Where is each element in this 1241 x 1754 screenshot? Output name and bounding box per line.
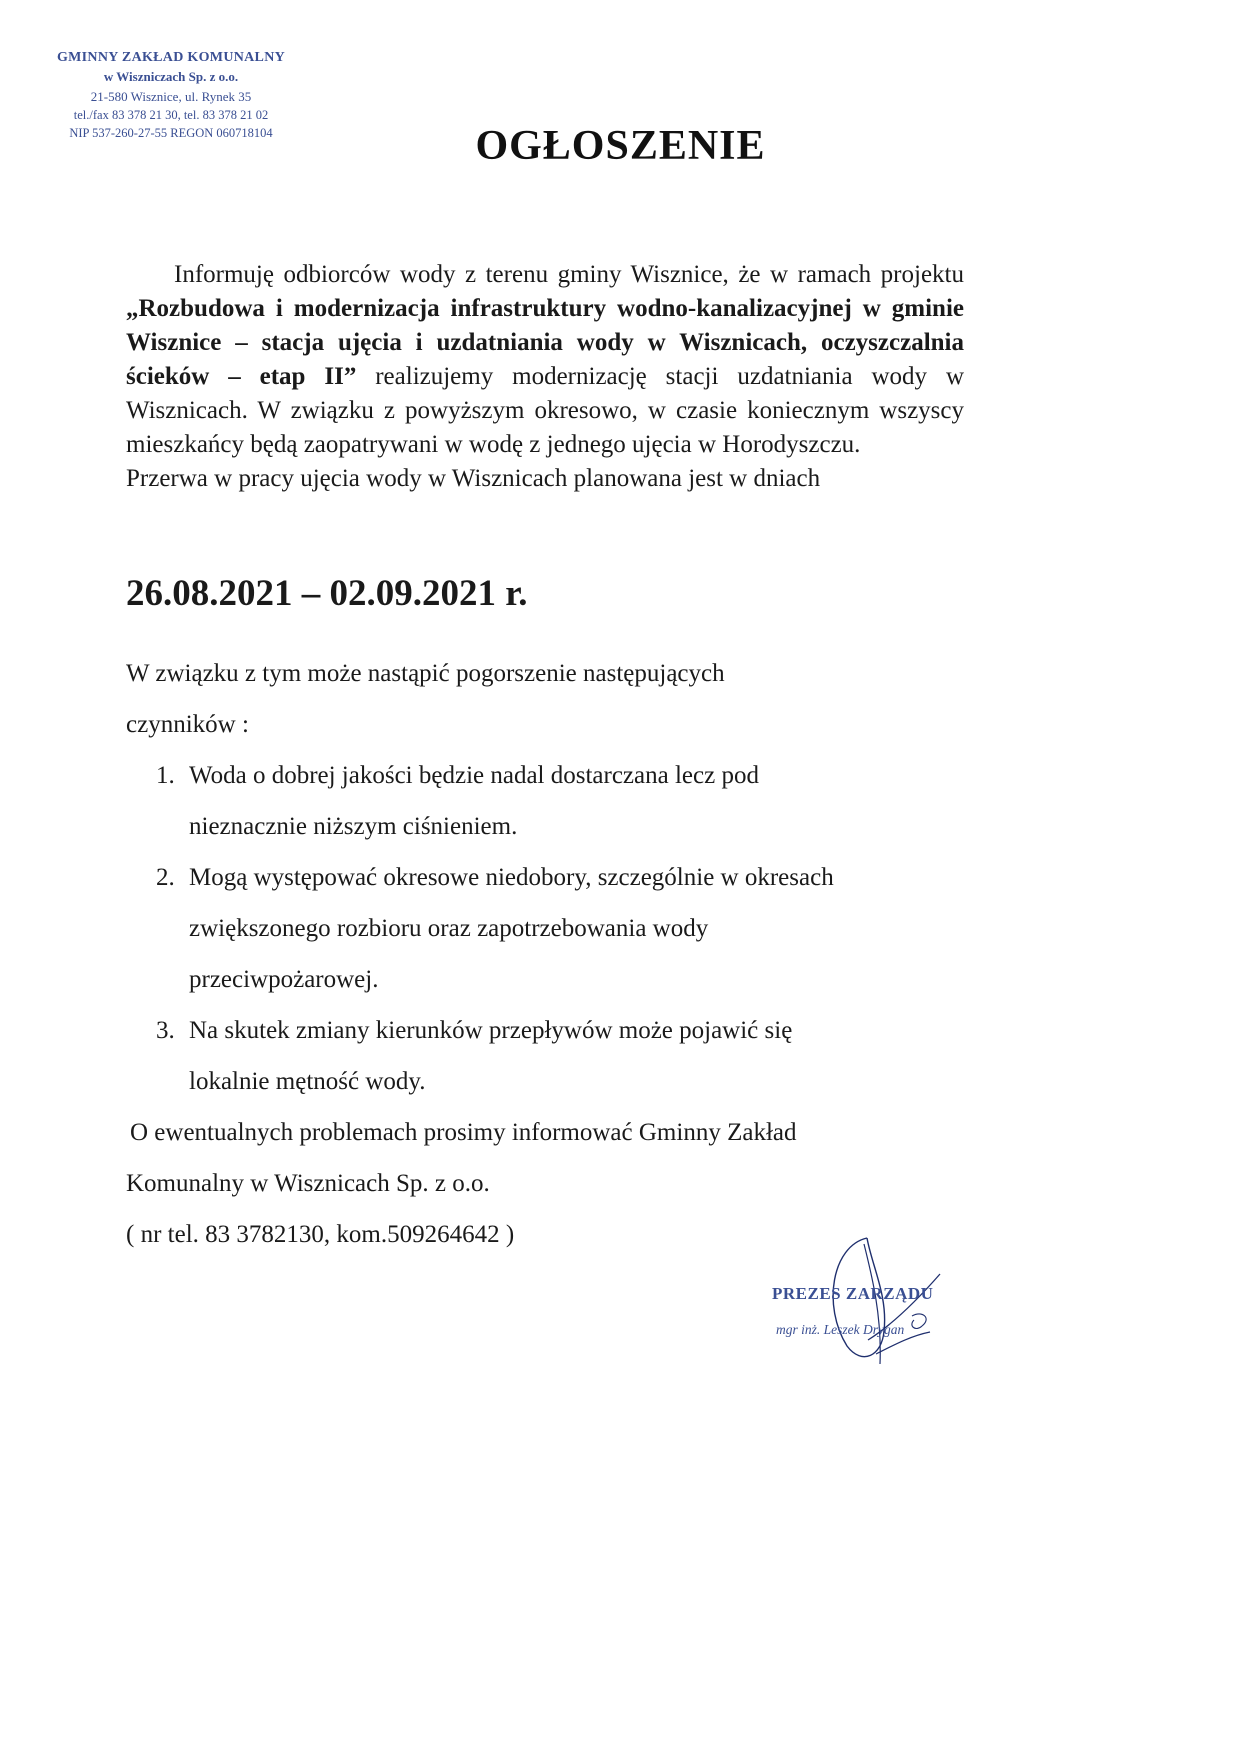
list-item-number: 1. [156,762,175,789]
list-item [126,750,986,852]
project-name: „Rozbudowa i modernizacja infrastruktury wodno-kanalizacyjnej w gminie Wisznice – stacja ujęcia i uzdatniania wody w Wisznicach, oczyszczalnia ścieków – etap II” [126,295,964,390]
list-item [126,1005,986,1107]
list-item-text: Na skutek zmiany kierunków przepływów może pojawić się [189,1017,793,1044]
interruption-notice: Przerwa w pracy ujęcia wody w Wisznicach planowana jest w dniach [126,465,821,492]
list-item-text: nieznacznie niższym ciśnieniem. [189,813,518,840]
list-item-text: Woda o dobrej jakości będzie nadal dostarczana lecz pod [189,762,759,789]
intro-text-start: Informuję odbiorców wody z terenu gminy Wisznice, że w ramach projektu [174,261,964,288]
signature-name: mgr inż. Leszek Drygan [776,1322,905,1337]
list-item-text: lokalnie mętność wody. [189,1068,426,1095]
signature-role: PREZES ZARZĄDU [772,1284,934,1303]
factors-list [126,750,986,1107]
interruption-dates: 26.08.2021 – 02.09.2021 r. [126,573,528,614]
list-item-number: 3. [156,1017,175,1044]
list-item-text: zwiększonego rozbioru oraz zapotrzebowania wody [189,915,709,942]
contact-company: Komunalny w Wisznicach Sp. z o.o. [126,1170,490,1197]
intro-paragraph [126,258,964,496]
contact-text: O ewentualnych problemach prosimy informować Gminny Zakład [130,1119,797,1146]
list-item-number: 2. [156,864,175,891]
document-title: OGŁOSZENIE [475,123,766,169]
stamp-address: 21-580 Wisznice, ul. Rynek 35 [90,89,252,104]
consequences-intro: W związku z tym może nastąpić pogorszenie następujących [126,660,725,687]
list-item [126,852,986,1005]
stamp-phone: tel./fax 83 378 21 30, tel. 83 378 21 02 [73,108,269,122]
handwritten-signature-icon [772,1236,972,1376]
notice-body [126,648,986,1260]
list-item-text: Mogą występować okresowe niedobory, szczególnie w okresach [189,864,834,891]
signature-block [772,1236,972,1376]
stamp-company-name: GMINNY ZAKŁAD KOMUNALNY [56,50,286,65]
intro-text-body: realizujemy modernizację stacji uzdatniania wody w Wisznicach. W związku z powyższym okresowo, w czasie koniecznym wszyscy mieszkańcy będą zaopatrywani w wodę z jednego ujęcia w Horodyszczu. [126,363,964,458]
consequences-intro-cont: czynników : [126,711,249,738]
contact-phone: ( nr tel. 83 3782130, kom.509264642 ) [126,1221,515,1248]
list-item-text: przeciwpożarowej. [189,966,379,993]
stamp-company-location: w Wiszniczach Sp. z o.o. [103,69,239,84]
stamp-nip-regon: NIP 537-260-27-55 REGON 060718104 [69,126,273,140]
